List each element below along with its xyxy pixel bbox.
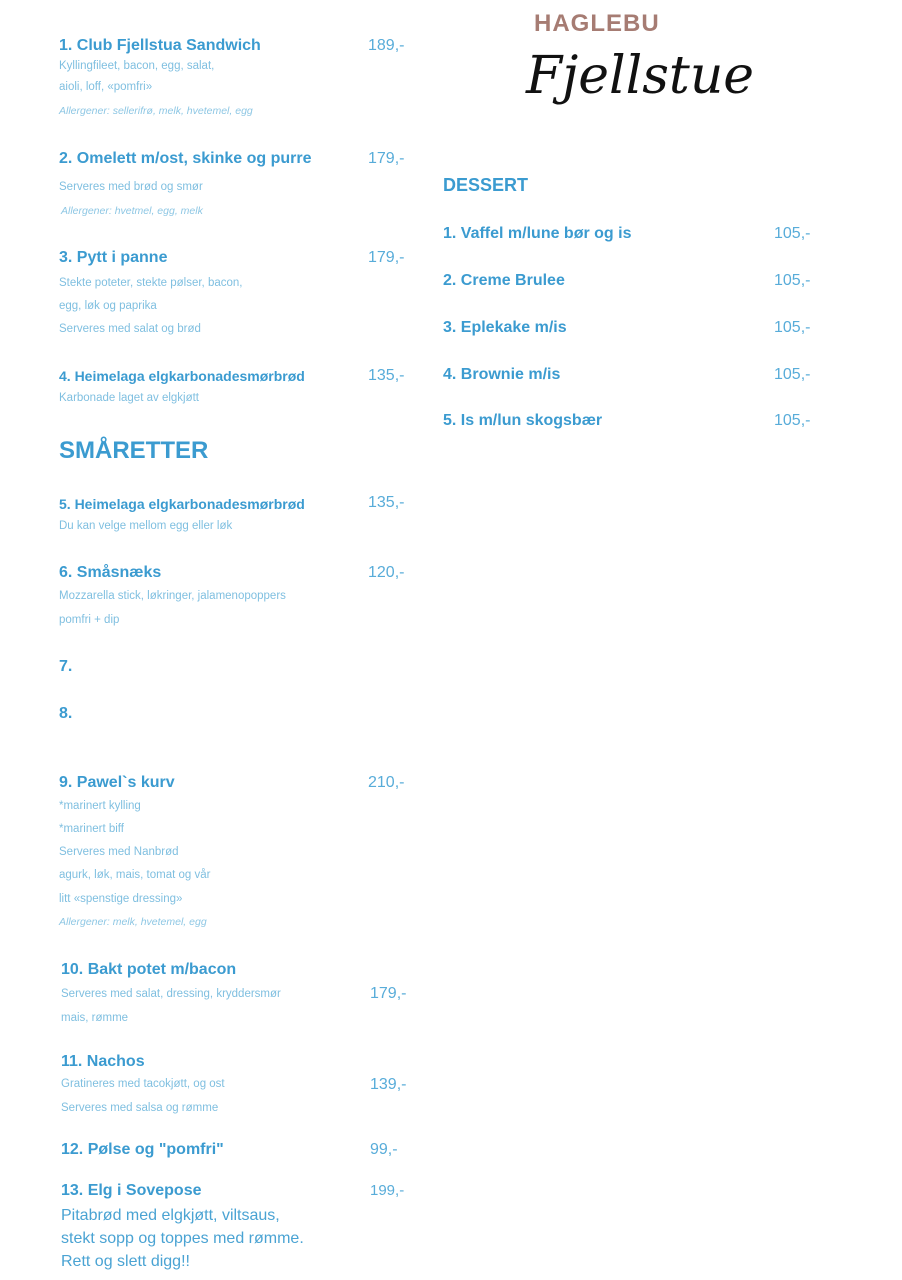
menu-item-title: 11. Nachos (61, 1053, 145, 1070)
menu-item-title: 5. Heimelaga elgkarbonadesmørbrød (59, 496, 305, 512)
menu-item-desc: pomfri + dip (59, 614, 120, 626)
menu-item-desc: Serveres med Nanbrød (59, 846, 179, 858)
menu-item-desc: mais, rømme (61, 1012, 129, 1024)
section-heading-dessert: DESSERT (443, 175, 529, 195)
dessert-item-price: 105,- (774, 366, 811, 383)
menu-item-price: 135,- (368, 367, 405, 384)
menu-item-title: 10. Bakt potet m/bacon (61, 961, 237, 978)
menu-item-allergens: Allergener: melk, hvetemel, egg (59, 916, 207, 928)
menu-item-desc: Serveres med salat og brød (59, 323, 201, 335)
menu-item-price: 179,- (368, 249, 405, 266)
menu-item-price: 179,- (370, 985, 407, 1002)
menu-item-title: 8. (59, 705, 73, 722)
dessert-item-price: 105,- (774, 225, 811, 242)
menu-item-title: 6. Småsnæks (59, 564, 162, 581)
menu-item-title: 3. Pytt i panne (59, 249, 168, 266)
menu-item-desc: agurk, løk, mais, tomat og vår (59, 869, 211, 881)
menu-item-price: 139,- (370, 1076, 407, 1093)
menu-item-desc: Serveres med brød og smør (59, 181, 203, 193)
menu-item-desc: Gratineres med tacokjøtt, og ost (61, 1078, 225, 1090)
menu-item-desc: Serveres med salsa og rømme (61, 1102, 219, 1114)
menu-item-allergens: Allergener: hvetmel, egg, melk (61, 205, 203, 217)
menu-item-title: 4. Heimelaga elgkarbonadesmørbrød (59, 368, 305, 384)
menu-item-price: 135,- (368, 494, 405, 511)
dessert-item-price: 105,- (774, 272, 811, 289)
dessert-item-title: 2. Creme Brulee (443, 272, 565, 289)
menu-item-title: 9. Pawel`s kurv (59, 774, 175, 791)
menu-item-desc: Stekte poteter, stekte pølser, bacon, (59, 277, 243, 289)
menu-item-desc: egg, løk og paprika (59, 300, 157, 312)
menu-item-desc: Du kan velge mellom egg eller løk (59, 520, 233, 532)
brand-name: HAGLEBU (534, 10, 660, 37)
menu-item-desc: Kyllingfileet, bacon, egg, salat, (59, 60, 215, 72)
dessert-item-price: 105,- (774, 319, 811, 336)
menu-item-price: 99,- (370, 1141, 398, 1158)
menu-item-price: 210,- (368, 774, 405, 791)
dessert-item-title: 3. Eplekake m/is (443, 319, 567, 336)
menu-item-desc: Mozzarella stick, løkringer, jalamenopoppers (59, 590, 286, 602)
menu-item-title: 7. (59, 658, 73, 675)
menu-item-desc: aioli, loff, «pomfri» (59, 81, 153, 93)
menu-item-price: 199,- (370, 1182, 405, 1199)
menu-item-desc: litt «spenstige dressing» (59, 893, 183, 905)
menu-item-desc: *marinert kylling (59, 800, 141, 812)
menu-item-desc: Serveres med salat, dressing, kryddersmør (61, 988, 281, 1000)
menu-item-desc: Karbonade laget av elgkjøtt (59, 392, 200, 404)
menu-item-title: 1. Club Fjellstua Sandwich (59, 37, 261, 54)
menu-item-desc: Pitabrød med elgkjøtt, viltsaus, (61, 1207, 280, 1224)
menu-item-price: 179,- (368, 150, 405, 167)
menu-item-allergens: Allergener: sellerifrø, melk, hvetemel, egg (59, 105, 253, 117)
menu-item-desc: *marinert biff (59, 823, 124, 835)
brand-script-logo: Fjellstue (526, 46, 755, 106)
dessert-item-price: 105,- (774, 412, 811, 429)
menu-item-title: 13. Elg i Sovepose (61, 1182, 202, 1199)
menu-item-desc: stekt sopp og toppes med rømme. (61, 1230, 304, 1247)
menu-item-title: 12. Pølse og "pomfri" (61, 1141, 224, 1158)
menu-item-price: 120,- (368, 564, 405, 581)
dessert-item-title: 4. Brownie m/is (443, 366, 561, 383)
dessert-item-title: 5. Is m/lun skogsbær (443, 412, 603, 429)
menu-item-title: 2. Omelett m/ost, skinke og purre (59, 150, 312, 167)
section-heading-smaretter: SMÅRETTER (59, 437, 209, 464)
dessert-item-title: 1. Vaffel m/lune bør og is (443, 225, 632, 242)
menu-item-desc: Rett og slett digg!! (61, 1253, 190, 1270)
menu-item-price: 189,- (368, 37, 405, 54)
